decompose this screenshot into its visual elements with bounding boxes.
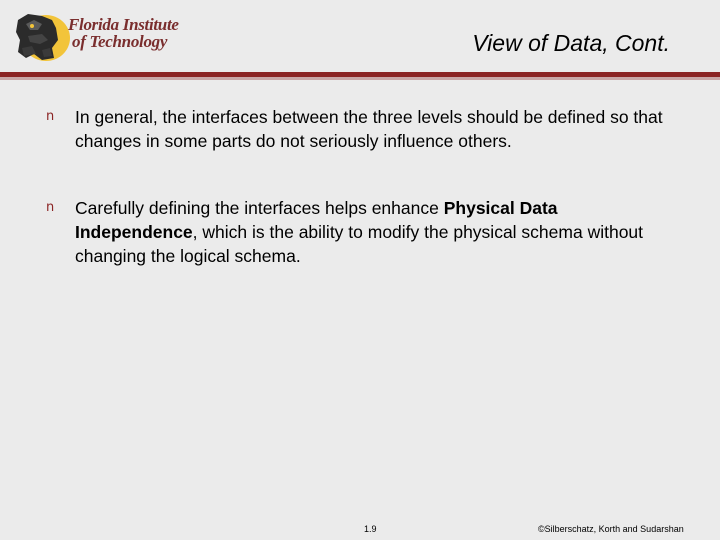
fit-logo — [12, 8, 182, 66]
logo-wordmark — [68, 16, 179, 50]
logo-line-1: Florida Institute — [68, 15, 179, 34]
bullet-marker: n — [46, 109, 55, 124]
bullet-item — [46, 105, 676, 153]
header-rule-shadow — [0, 77, 720, 80]
bullet-term: Physical Data Independence — [75, 198, 558, 242]
bullet-text: In general, the interfaces between the three levels should be defined so that changes in some parts do not seriously influence others. — [75, 107, 663, 151]
copyright-notice: ©Silberschatz, Korth and Sudarshan — [538, 524, 684, 534]
page-number: 1.9 — [364, 524, 377, 534]
bullet-item — [46, 196, 676, 268]
bullet-text-end: , which is the ability to modify the physical schema without changing the logical schema. — [75, 222, 644, 266]
bullet-list — [46, 105, 676, 268]
logo-line-2: of Technology — [72, 32, 168, 51]
bullet-marker: n — [46, 200, 55, 215]
panther-mascot-icon — [12, 10, 70, 62]
bullet-text-start: Carefully defining the interfaces helps enhance — [75, 198, 444, 218]
slide-title: View of Data, Cont. — [472, 30, 670, 56]
